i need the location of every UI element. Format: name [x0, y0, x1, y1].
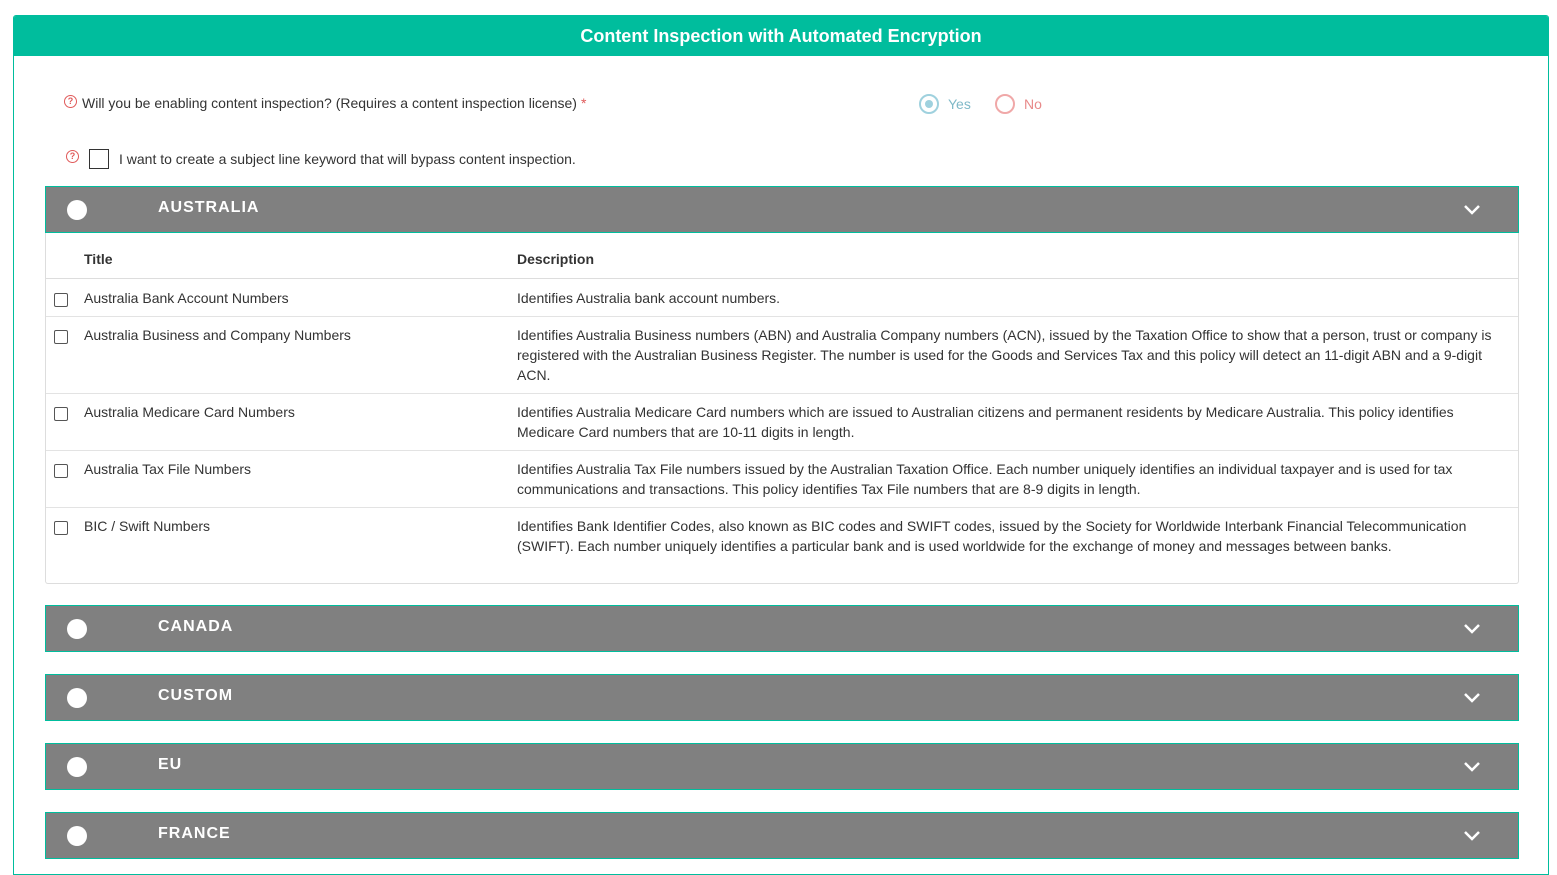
radio-yes-option[interactable]: [919, 94, 971, 114]
row-title: Australia Tax File Numbers: [84, 461, 252, 477]
content-inspection-question: [64, 93, 1064, 117]
section-eu-radio[interactable]: [67, 757, 87, 777]
section-australia-radio[interactable]: [67, 200, 87, 220]
row-checkbox[interactable]: [54, 293, 68, 307]
row-checkbox[interactable]: [54, 407, 68, 421]
section-canada-radio[interactable]: [67, 619, 87, 639]
bypass-keyword-checkbox[interactable]: [89, 149, 109, 169]
section-eu[interactable]: [45, 743, 1519, 790]
section-france-title: FRANCE: [158, 825, 231, 842]
row-checkbox[interactable]: [54, 521, 68, 535]
section-custom[interactable]: [45, 674, 1519, 721]
row-description: Identifies Bank Identifier Codes, also known as BIC codes and SWIFT codes, issued by the Society for Worldwide Interbank Financial Telecommunication (SWIFT). Each number uniquely identifies a particular bank and is used worldwide for the exchange of money and messages between banks.: [517, 518, 1467, 554]
chevron-down-icon[interactable]: [1462, 687, 1482, 707]
panel-title: Content Inspection with Automated Encryption: [580, 25, 982, 46]
radio-no-label: No: [1024, 96, 1042, 112]
table-row: [46, 394, 1518, 451]
section-eu-title: EU: [158, 756, 183, 773]
chevron-down-icon[interactable]: [1462, 825, 1482, 845]
row-description: Identifies Australia Medicare Card numbers which are issued to Australian citizens and permanent residents by Medicare Australia. This policy identifies Medicare Card numbers that are 10-11 digits in length.: [517, 404, 1454, 440]
column-header-description: Description: [517, 251, 595, 267]
section-australia-title: AUSTRALIA: [158, 199, 260, 216]
row-title: Australia Business and Company Numbers: [84, 327, 351, 343]
section-canada-title: CANADA: [158, 618, 234, 635]
required-mark: *: [580, 95, 587, 111]
row-checkbox[interactable]: [54, 464, 68, 478]
radio-yes[interactable]: [919, 94, 939, 114]
row-description: Identifies Australia Business numbers (ABN) and Australia Company numbers (ACN), issued by the Taxation Office to show that a person, trust or company is registered with the Australian Business Register. The number is used for the Goods and Services Tax and this policy will detect an 11-digit ABN and a 9-digit ACN.: [517, 327, 1492, 383]
table-header: [46, 233, 1518, 279]
row-description: Identifies Australia Tax File numbers issued by the Australian Taxation Office. Each number uniquely identifies an individual taxpayer and is used for tax communications and transactions. This policy identifies Tax File numbers that are 8-9 digits in length.: [517, 461, 1453, 497]
row-title: BIC / Swift Numbers: [84, 518, 211, 534]
radio-yes-label: Yes: [948, 96, 971, 112]
chevron-down-icon[interactable]: [1462, 618, 1482, 638]
radio-no-option[interactable]: [995, 94, 1042, 114]
table-row: [46, 317, 1518, 394]
row-checkbox[interactable]: [54, 330, 68, 344]
chevron-down-icon[interactable]: [1462, 199, 1482, 219]
bypass-keyword-label: I want to create a subject line keyword that will bypass content inspection.: [119, 151, 576, 167]
question-circle-icon[interactable]: ?: [66, 150, 79, 163]
question-circle-icon[interactable]: ?: [64, 95, 77, 108]
panel-header: [14, 16, 1548, 56]
radio-no[interactable]: [995, 94, 1015, 114]
table-row: [46, 279, 1518, 317]
australia-policy-table: [45, 233, 1519, 584]
section-canada[interactable]: [45, 605, 1519, 652]
section-custom-title: CUSTOM: [158, 687, 234, 704]
content-inspection-panel: [13, 15, 1549, 875]
question-label: Will you be enabling content inspection? (Requires a content inspection license) *: [82, 95, 587, 111]
section-france-radio[interactable]: [67, 826, 87, 846]
table-row: [46, 508, 1518, 578]
chevron-down-icon[interactable]: [1462, 756, 1482, 776]
row-title: Australia Bank Account Numbers: [84, 290, 289, 306]
section-custom-radio[interactable]: [67, 688, 87, 708]
section-australia[interactable]: [45, 186, 1519, 233]
section-france[interactable]: [45, 812, 1519, 859]
column-header-title: Title: [84, 251, 113, 267]
table-row: [46, 451, 1518, 508]
row-title: Australia Medicare Card Numbers: [84, 404, 295, 420]
row-description: Identifies Australia bank account numbers.: [517, 290, 781, 306]
